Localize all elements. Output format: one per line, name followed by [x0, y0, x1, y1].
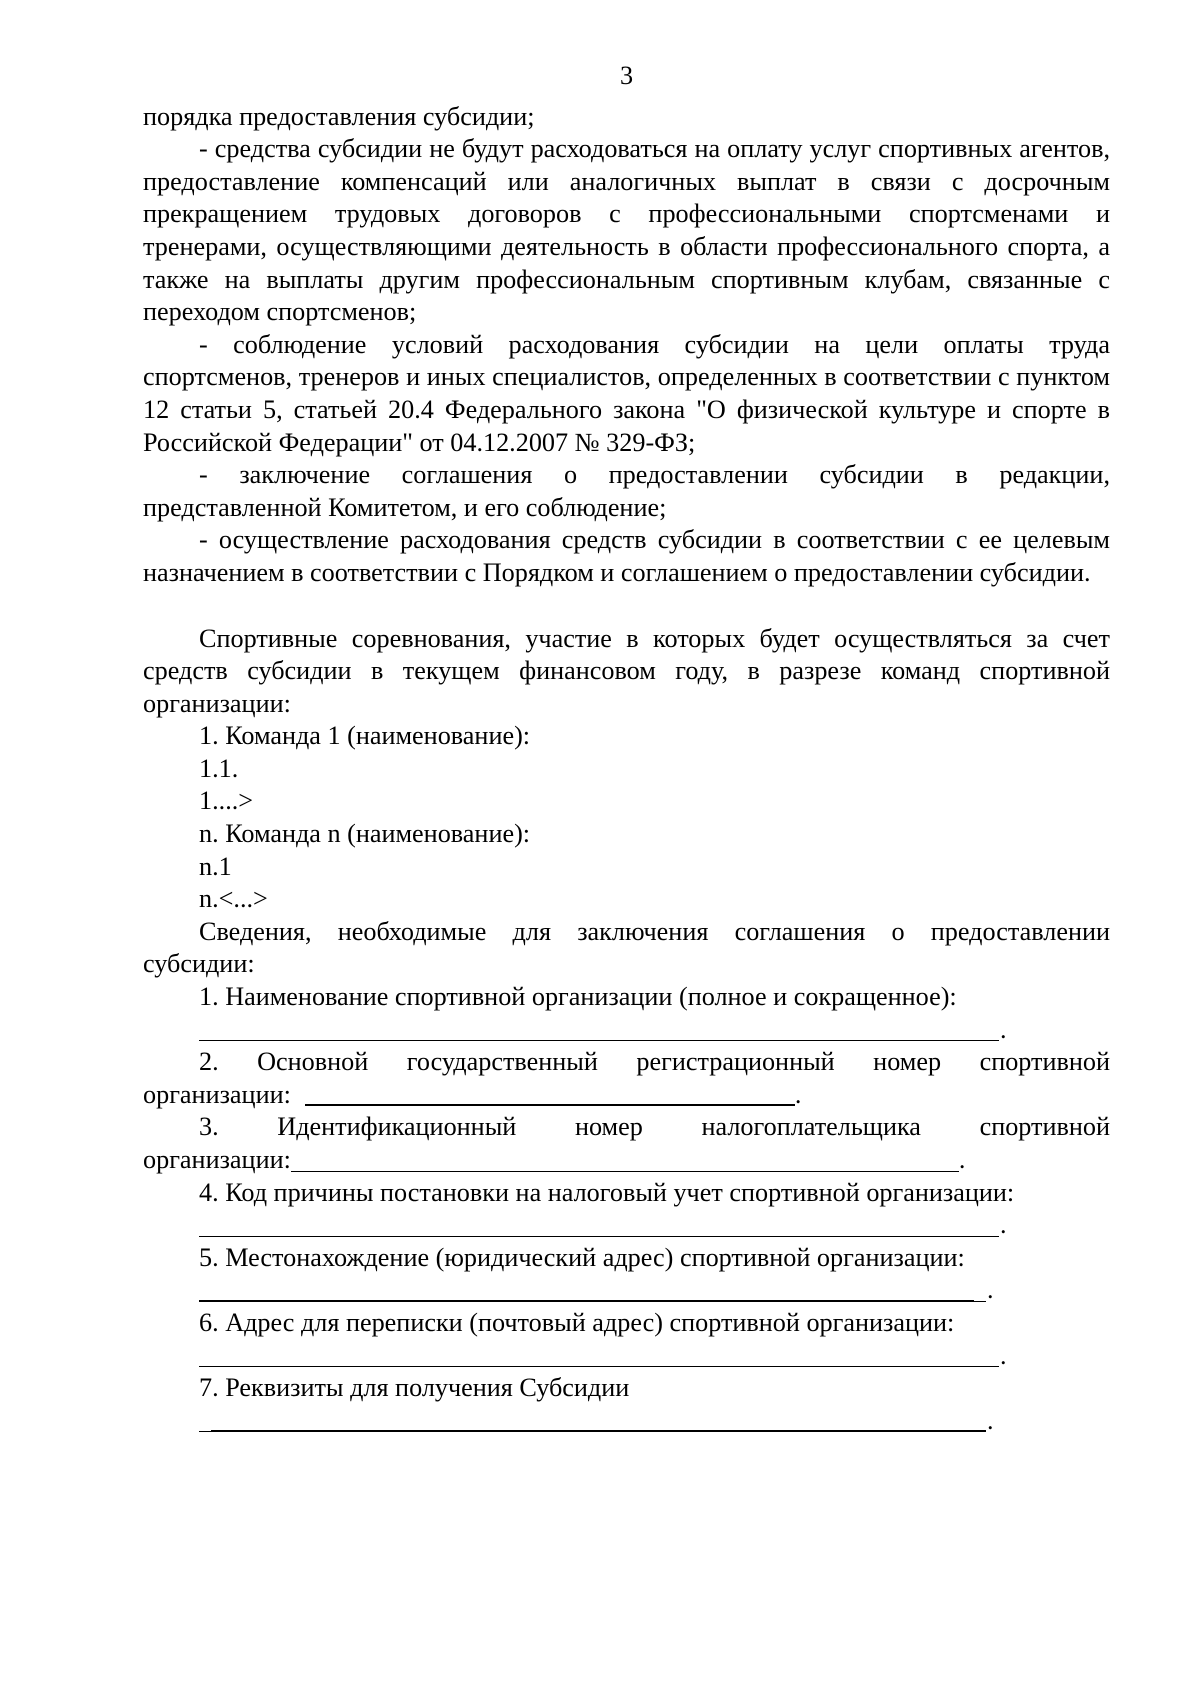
- field-3-row: организации: .: [143, 1144, 1110, 1177]
- competition-item: 1. Команда 1 (наименование):: [199, 721, 531, 751]
- field-2-blank[interactable]: [305, 1104, 795, 1106]
- field-7-blank[interactable]: .: [143, 1405, 1110, 1438]
- competitions-intro: Спортивные соревнования, участие в которых будет осуществляться за счет средств субсидии в текущем финансовом году, в разрезе команд спортивной организации:: [143, 623, 1110, 718]
- field-2-row: организации: .: [143, 1079, 1110, 1112]
- competition-item: 1.1.: [199, 753, 239, 783]
- paragraph-order-end: порядка предоставления субсидии;: [143, 101, 535, 131]
- field-6-label: 6. Адрес для переписки (почтовый адрес) спортивной организации:: [199, 1307, 955, 1337]
- competition-item: n.<...>: [199, 884, 268, 914]
- paragraph-agreement: - заключение соглашения о предоставлении субсидии в редакции, представленной Комитетом, и его соблюдение;: [143, 460, 1110, 522]
- field-3-label-cont: организации:: [143, 1145, 291, 1174]
- field-3-label: 3. Идентификационный номер налогоплательщика спортивной: [199, 1112, 1110, 1142]
- field-5-label: 5. Местонахождение (юридический адрес) спортивной организации:: [199, 1242, 965, 1272]
- competition-item: 1....>: [199, 786, 254, 816]
- field-1-blank[interactable]: .: [143, 1014, 1110, 1047]
- field-2-label-cont: организации:: [143, 1079, 291, 1109]
- paragraph-no-agent-fees: - средства субсидии не будут расходоваться на оплату услуг спортивных агентов, предоставление компенсаций или аналогичных выплат в связи с досрочным прекращением трудовых договоров с профессиональными спортсменами и тренерами, осуществляющими деятельность в области профессионального спорта, а также на выплаты другим профессиональным спортивным клубам, связанные с переходом спортсменов;: [143, 134, 1110, 327]
- field-5-blank[interactable]: .: [143, 1274, 1110, 1307]
- page-number: 3: [619, 61, 634, 90]
- info-intro: Сведения, необходимые для заключения соглашения о предоставлении субсидии:: [143, 916, 1110, 979]
- field-4-label: 4. Код причины постановки на налоговый учет спортивной организации:: [199, 1177, 1015, 1207]
- paragraph-target-use: - осуществление расходования средств субсидии в соответствии с ее целевым назначением в соответствии с Порядком и соглашением о предоставлении субсидии.: [143, 525, 1110, 587]
- field-7-label: 7. Реквизиты для получения Субсидии: [199, 1373, 630, 1403]
- paragraph-pay-conditions: - соблюдение условий расходования субсидии на цели оплаты труда спортсменов, тренеров и иных специалистов, определенных в соответствии с пунктом 12 статьи 5, статьей 20.4 Федерального закона "О физической культуре и спорте в Российской Федерации" от 04.12.2007 № 329-ФЗ;: [143, 329, 1110, 457]
- competition-item: n.1: [199, 851, 232, 881]
- field-2-label: 2. Основной государственный регистрационный номер спортивной: [199, 1047, 1110, 1077]
- field-4-blank[interactable]: .: [143, 1209, 1110, 1242]
- document-page: [143, 60, 1110, 1437]
- field-1-label: 1. Наименование спортивной организации (полное и сокращенное):: [199, 982, 957, 1012]
- field-6-blank[interactable]: .: [143, 1340, 1110, 1373]
- competition-item: n. Команда n (наименование):: [199, 819, 531, 849]
- field-3-blank[interactable]: [291, 1171, 959, 1172]
